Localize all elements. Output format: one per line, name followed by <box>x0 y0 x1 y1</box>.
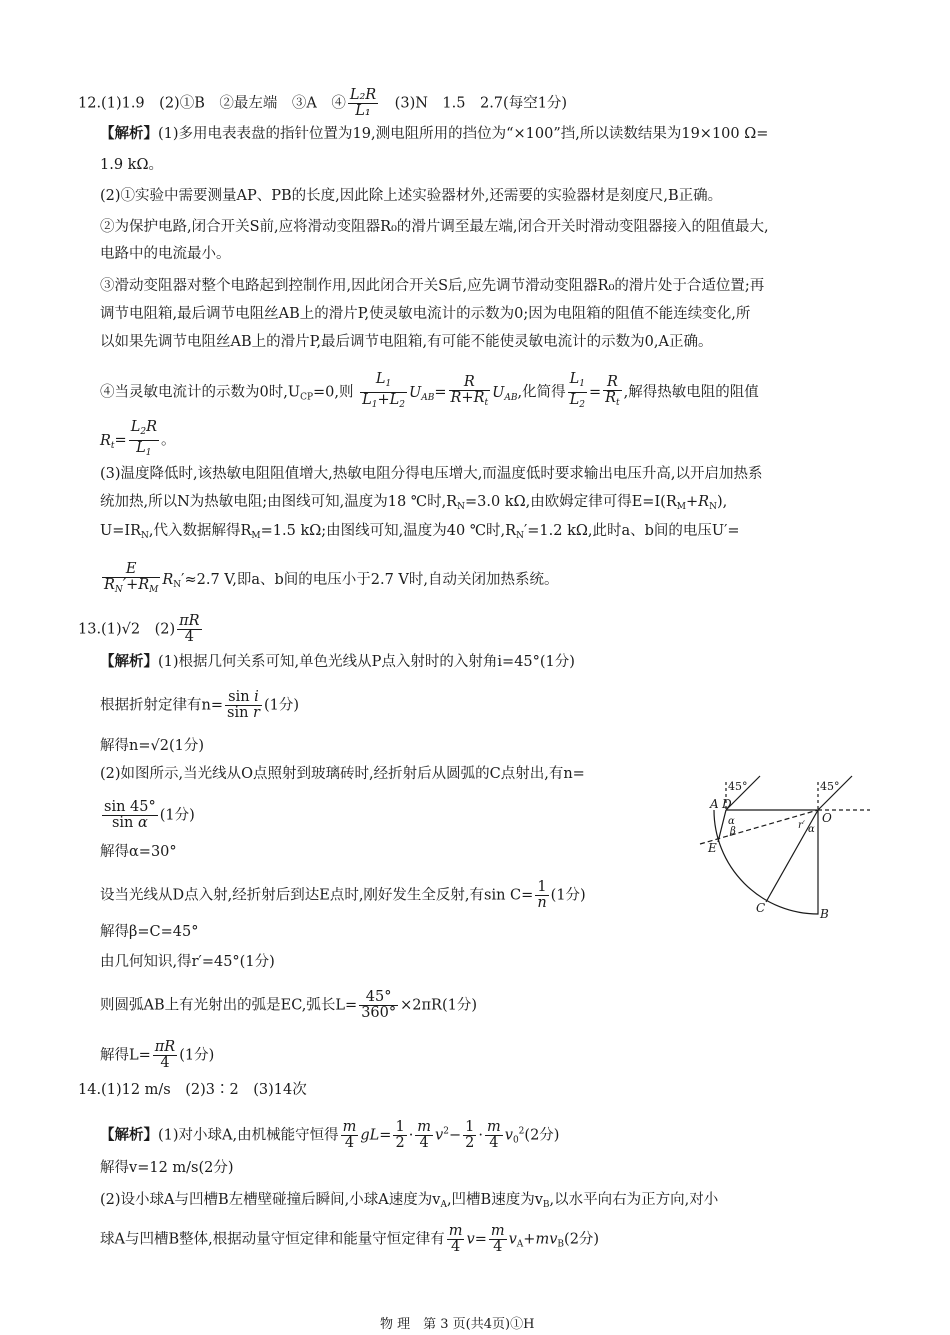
label-e: E <box>708 841 717 855</box>
label-a: A <box>710 797 719 811</box>
q14-s2: 解得v=12 m/s(2分) <box>100 1160 234 1176</box>
q13-s6: 解得α=30° <box>100 844 177 860</box>
q12-answer-part-b: (3)N 1.5 2.7(每空1分) <box>380 95 568 112</box>
q12-analysis-5: ④当灵敏电流计的示数为0时$,U_{CP}=0$,则 $\frac{L_1}{L_1+L_2}$ $U_{AB}=$ $\frac{R}{R+R_t}$ $U_{AB}$,化简得 $\frac{L_1}{L_2}$ = $\frac{R}{R_t}$ ,解得热敏电阻的阻值 <box>100 372 759 413</box>
q14-s3: (2)设小球A与凹槽B左槽壁碰撞后瞬间,小球A速度为$v_A$,凹槽B速度为$v_B$,以水平向右为正方向,对小 <box>100 1192 719 1210</box>
q12-analysis-4b: 调节电阻箱,最后调节电阻丝AB上的滑片P,使灵敏电流计的示数为0;因为电阻箱的阻值不能连续变化,所 <box>100 306 751 322</box>
analysis-tag: 【解析】 <box>100 654 158 670</box>
formula-fraction: $\frac{45^\circ}{360^\circ}$ <box>361 989 397 1021</box>
q12-analysis-7c: $U=IR_N$,代入数据解得$R_M=1.5$ kΩ;由图线可知,温度为40 ℃时$,R_N'=1.2$ kΩ,此时a、b间的电压U′= <box>100 523 740 541</box>
q13-s2: 根据折射定律有n= $\frac{\text{sin i}}{\text{sin r}}$ (1分) <box>100 689 300 721</box>
formula-fraction: $\frac{L_1}{L_1+L_2}$ <box>362 371 405 410</box>
formula-fraction: $\frac{L_2R}{L_1}$ <box>130 419 157 458</box>
formula-fraction: $\frac{1}{2}$ <box>465 1119 475 1151</box>
formula-fraction: $\frac{E}{R_N'+R_M}$ <box>104 561 159 595</box>
formula-fraction: $\frac{m}{4}$ <box>342 1119 357 1151</box>
q12-analysis-1b: 1.9 kΩ。 <box>100 157 163 173</box>
q12-analysis-7b: 统加热,所以N为热敏电阻;由图线可知,温度为18 ℃时$,R_N=3.0$ kΩ,由欧姆定律可得$E=I(R_M+R_N)$, <box>100 494 728 512</box>
label-beta: β <box>730 826 736 837</box>
q13-s10: 则圆弧AB上有光射出的弧是EC,弧长L= $\frac{45^\circ}{360^\circ}$ ×2πR(1分) <box>100 989 477 1021</box>
q13-answer-line: 13.(1)√2 (2) $\frac{\pi R}{4}$ <box>78 613 200 645</box>
q12-analysis-3a: ②为保护电路,闭合开关S前,应将滑动变阻器R₀的滑片调至最左端,闭合开关时滑动变阻器接入的阻值最大, <box>100 219 769 235</box>
q12-analysis-7a: (3)温度降低时,该热敏电阻阻值增大,热敏电阻分得电压增大,而温度低时要求输出电压升高,以开启加热系 <box>100 466 763 482</box>
formula-fraction: $\frac{\pi R}{4}$ <box>154 1039 176 1071</box>
label-d: D <box>722 797 732 811</box>
q14-s4: 球A与凹槽B整体,根据动量守恒定律和能量守恒定律有 $\frac{m}{4}$ v= $\frac{m}{4}$ $v_A+mv_B(2$分) <box>100 1223 600 1255</box>
label-alpha-o: α <box>808 824 815 835</box>
label-c: C <box>756 901 766 915</box>
q13-s7: 设当光线从D点入射,经折射后到达E点时,刚好发生全反射,有sin C= $\frac{1}{n}$ (1分) <box>100 879 586 911</box>
label-alpha-d: α <box>728 816 735 827</box>
q12-analysis-2: (2)①实验中需要测量AP、PB的长度,因此除上述实验器材外,还需要的实验器材是刻度尺,B正确。 <box>100 188 723 204</box>
q13-s9: 由几何知识,得r′=45°(1分) <box>100 954 275 970</box>
analysis-tag: 【解析】 <box>100 126 158 142</box>
label-r-prime: r′ <box>798 820 806 831</box>
q13-s3: 解得n=√2(1分) <box>100 738 204 754</box>
formula-fraction: $\frac{L_1}{L_2}$ <box>569 371 585 410</box>
formula-fraction: $\frac{\sin 45^\circ}{\text{sin α}}$ <box>104 799 156 831</box>
formula-fraction: $\frac{m}{4}$ <box>486 1119 501 1151</box>
q13-s11: 解得L= $\frac{\pi R}{4}$ (1分) <box>100 1039 215 1071</box>
q12-answer-part-a: 12.(1)1.9 (2)①B ②最左端 ③A ④ <box>78 95 346 112</box>
q12-analysis-8: $\frac{E}{R_N'+R_M}$ $R_N'\approx 2.7$ V,即a、b间的电压小于2.7 V时,自动关闭加热系统。 <box>100 562 559 598</box>
page-footer: 物 理 第 3 页(共4页)①H <box>380 1317 535 1332</box>
formula-fraction: $\frac{1}{n}$ <box>537 879 547 911</box>
q12-analysis-4a: ③滑动变阻器对整个电路起到控制作用,因此闭合开关S后,应先调节滑动变阻器R₀的滑片处于合适位置;再 <box>100 278 765 294</box>
q13-s4: (2)如图所示,当光线从O点照射到玻璃砖时,经折射后从圆弧的C点射出,有n= <box>100 766 585 782</box>
formula-fraction: $\frac{R}{R+R_t}$ <box>450 373 489 408</box>
q12-answer-line <box>78 88 567 119</box>
q12-analysis-6: $R_t=$ $\frac{L_2R}{L_1}$ 。 <box>100 420 176 461</box>
analysis-tag: 【解析】 <box>100 1127 158 1144</box>
q12-answer-fraction: $\frac{\text{L₂R}}{\text{L₁}}$ <box>349 87 377 119</box>
optics-diagram <box>690 772 880 922</box>
formula-fraction: $\frac{R}{R_t}$ <box>605 373 620 408</box>
label-b: B <box>820 907 829 921</box>
q14-answer-line: 14.(1)12 m/s (2)3∶2 (3)14次 <box>78 1082 307 1098</box>
q12-analysis-3b: 电路中的电流最小。 <box>100 246 231 262</box>
q13-s8: 解得β=C=45° <box>100 924 199 940</box>
label-angle-45-d: 45° <box>728 780 748 793</box>
q13-s5: $\frac{\sin 45^\circ}{\text{sin α}}$ (1分) <box>104 799 195 831</box>
label-o: O <box>822 811 832 825</box>
formula-fraction: $\frac{\text{sin i}}{\text{sin r}}$ <box>227 689 260 721</box>
q13-s1: 【解析】(1)根据几何关系可知,单色光线从P点入射时的入射角i=45°(1分) <box>100 654 575 670</box>
q12-analysis-1a: 【解析】(1)多用电表表盘的指针位置为19,测电阻所用的挡位为“×100”挡,所以读数结果为19×100 Ω= <box>100 126 769 142</box>
q14-s1: 【解析】(1)对小球A,由机械能守恒得 $\frac{m}{4}$ gL= $\frac{1}{2}$ · $\frac{m}{4}$ $v^2-$ $\frac{1}{2}$ · $\frac{m}{4}$ $v_0^2(2$分) <box>100 1119 560 1151</box>
q12-analysis-4c: 以如果先调节电阻丝AB上的滑片P,最后调节电阻箱,有可能不能使灵敏电流计的示数为0,A正确。 <box>100 334 713 350</box>
label-angle-45-o: 45° <box>820 780 840 793</box>
formula-fraction: $\frac{m}{4}$ <box>417 1119 432 1151</box>
formula-fraction: $\frac{1}{2}$ <box>395 1119 405 1151</box>
formula-fraction: $\frac{m}{4}$ <box>490 1223 505 1255</box>
formula-fraction: $\frac{m}{4}$ <box>448 1223 463 1255</box>
formula-fraction: $\frac{\pi R}{4}$ <box>179 613 200 645</box>
